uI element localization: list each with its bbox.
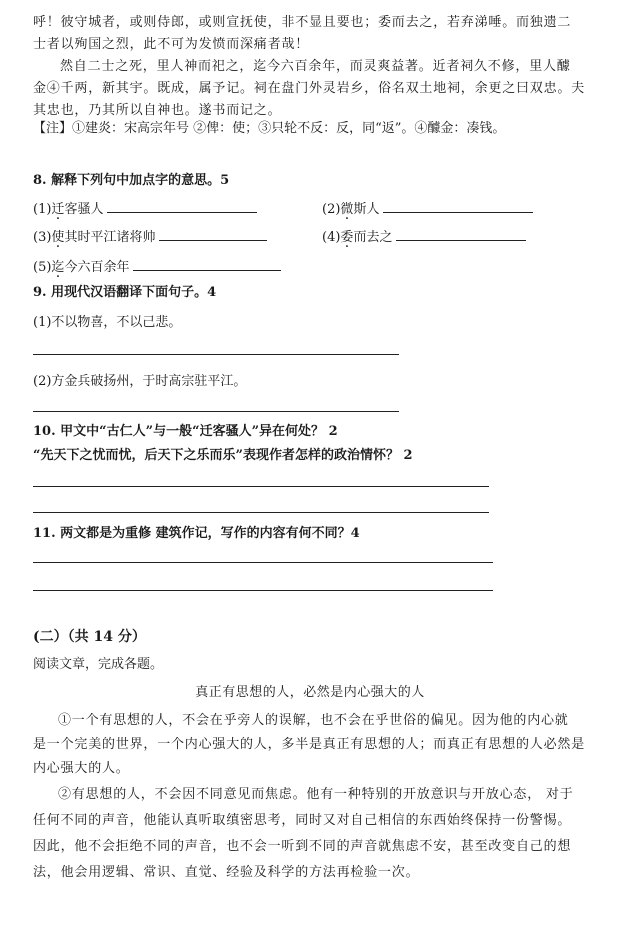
q8-item-2	[322, 200, 533, 219]
article-p2-line-3: 因此，他不会拒绝不同的声音，也不会一听到不同的声音就焦虑不安，甚至改变自己的想	[33, 839, 572, 854]
article-p1-line-3: 内心强大的人。	[33, 761, 130, 776]
q11-title: 11. 两文都是为重修 建筑作记，写作的内容有何不同？4	[33, 526, 360, 541]
article-p1-line-1: ①一个有思想的人，不会在乎旁人的误解，也不会在乎世俗的偏见。因为他的内心就	[58, 713, 569, 728]
q8-item-5	[33, 258, 281, 277]
q9-sentence-1: (1)不以物喜，不以己悲。	[33, 315, 182, 330]
q8-item-2-text: 斯人	[353, 202, 380, 217]
q8-item-1	[33, 200, 257, 219]
q8-item-1-answer-blank[interactable]	[107, 200, 257, 213]
q8-item-2-number: (2)	[322, 202, 341, 217]
q8-title: 8. 解释下列句中加点字的意思。5	[33, 173, 230, 188]
q10-answer-line-2[interactable]	[33, 512, 489, 513]
q10-answer-line-1[interactable]	[33, 486, 489, 487]
q9-answer-line-1[interactable]	[33, 354, 399, 355]
q8-item-5-answer-blank[interactable]	[133, 258, 281, 271]
q8-item-4-answer-blank[interactable]	[396, 228, 526, 241]
q9-sentence-2: (2)方金兵破扬州，于时高宗驻平江。	[33, 374, 247, 389]
q8-item-1-dotted-char: 迁	[51, 202, 65, 217]
q8-item-3-dotted-char: 使	[51, 230, 65, 245]
q8-item-1-number: (1)	[33, 202, 52, 217]
passage-line-1: 呼！彼守城者，或则侍郎，或则宣抚使，非不显且要也；委而去之，若弃涕唾。而独遗二	[33, 15, 572, 30]
q10-subquestion: “先天下之忧而忧，后天下之乐而乐”表现作者怎样的政治情怀？ 2	[33, 448, 413, 463]
q8-item-2-answer-blank[interactable]	[383, 200, 533, 213]
q8-item-5-number: (5)	[33, 260, 52, 275]
q8-item-2-dotted-char: 微	[340, 202, 354, 217]
passage-line-2: 士者以殉国之烈，此不可为发愤而深痛者哉！	[33, 37, 310, 52]
q8-item-3-number: (3)	[33, 230, 52, 245]
q11-answer-line-1[interactable]	[33, 562, 493, 563]
passage-line-4: 金④千两，新其宇。既成，属予记。祠在盘门外灵岩乡，俗名双土地祠，余更之曰双忠。夫	[33, 81, 586, 96]
article-p1-line-2: 是一个完美的世界，一个内心强大的人，多半是真正有思想的人；而真正有思想的人必然是	[33, 737, 586, 752]
q8-item-3-answer-blank[interactable]	[159, 228, 267, 241]
q8-item-4	[322, 228, 526, 247]
section2-heading: (二）（共 14 分）	[33, 629, 146, 645]
section2-instruction: 阅读文章，完成各题。	[33, 657, 164, 672]
passage-line-5: 其忠也，乃其所以自神也。遂书而记之。	[33, 103, 282, 118]
q8-item-1-text: 客骚人	[64, 202, 104, 217]
q8-item-4-number: (4)	[322, 230, 341, 245]
q8-item-4-dotted-char: 委	[340, 230, 354, 245]
q8-item-3	[33, 228, 267, 247]
q10-title: 10. 甲文中“古仁人”与一般“迁客骚人”异在何处？ 2	[33, 424, 338, 439]
q8-item-4-text: 而去之	[353, 230, 393, 245]
q9-title: 9. 用现代汉语翻译下面句子。4	[33, 285, 217, 300]
article-p2-line-2: 任何不同的声音，他能认真听取缜密思考，同时又对自己相信的东西始终保持一份警惕。	[33, 813, 572, 828]
q9-answer-line-2[interactable]	[33, 411, 399, 412]
article-p2-line-4: 法，他会用逻辑、常识、直觉、经验及科学的方法再检验一次。	[33, 865, 420, 880]
q8-item-3-text: 其时平江诸将帅	[64, 230, 156, 245]
passage-line-3: 然自二士之死，里人神而祀之，迄今六百余年，而灵爽益著。近者祠久不修，里人醵	[60, 59, 571, 74]
q11-answer-line-2[interactable]	[33, 590, 493, 591]
passage-note: 【注】①建炎：宋高宗年号 ②俾：使；③只轮不反：反，同“返”。④醵金：凑钱。	[33, 121, 506, 136]
q8-item-5-text: 今六百余年	[64, 260, 130, 275]
q8-item-5-dotted-char: 迄	[51, 260, 65, 275]
article-title: 真正有思想的人，必然是内心强大的人	[195, 685, 425, 700]
article-p2-line-1: ②有思想的人，不会因不同意见而焦虑。他有一种特别的开放意识与开放心态， 对于	[58, 787, 574, 802]
